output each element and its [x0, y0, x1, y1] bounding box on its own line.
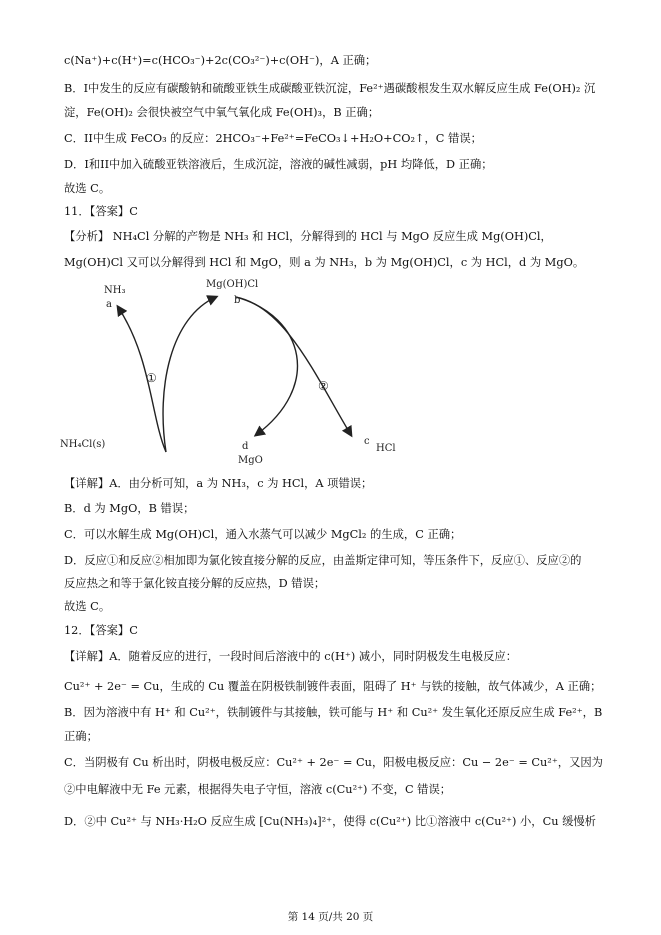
label-start: NH₄Cl(s)	[60, 439, 106, 450]
label-d-formula: MgO	[238, 455, 263, 466]
label-a-formula: NH₃	[104, 285, 126, 296]
text-line-8: 【分析】 NH₄Cl 分解的产物是 NH₃ 和 HCl，分解得到的 HCl 与 MgO 反应生成 Mg(OH)Cl，	[64, 230, 552, 243]
text-line-20: 正确；	[64, 730, 98, 743]
text-line-3: 淀，Fe(OH)₂ 会很快被空气中氧气氧化成 Fe(OH)₃，B 正确；	[64, 106, 380, 119]
arc-step1-to-b	[163, 297, 216, 452]
label-b-letter: b	[234, 295, 241, 306]
text-line-12: C．可以水解生成 Mg(OH)Cl，通入水蒸气可以减少 MgCl₂ 的生成，C 正确；	[64, 528, 462, 541]
text-line-10: 【详解】A．由分析可知，a 为 NH₃，c 为 HCl，A 项错误；	[64, 477, 373, 490]
label-d-letter: d	[242, 441, 249, 452]
arc-step2-to-c	[236, 297, 351, 435]
arc-step2-to-d	[236, 297, 297, 435]
text-line-17: 【详解】A．随着反应的进行，一段时间后溶液中的 c(H⁺) 减小，同时阴极发生电极反应：	[64, 650, 517, 663]
arc-step1-to-a	[118, 307, 166, 452]
text-line-19: B．因为溶液中有 H⁺ 和 Cu²⁺，铁制镀件与其接触，铁可能与 H⁺ 和 Cu²⁺ 发生氧化还原反应生成 Fe²⁺，B	[64, 706, 603, 719]
text-line-2: B．I中发生的反应有碳酸钠和硫酸亚铁生成碳酸亚铁沉淀，Fe²⁺遇碳酸根发生双水解反应生成 Fe(OH)₂ 沉	[64, 82, 596, 95]
text-line-4: C．II中生成 FeCO₃ 的反应：2HCO₃⁻+Fe²⁺=FeCO₃↓+H₂O+CO₂↑，C 错误；	[64, 132, 482, 145]
text-line-1: c(Na⁺)+c(H⁺)=c(HCO₃⁻)+2c(CO₃²⁻)+c(OH⁻)，A 正确；	[64, 54, 377, 67]
label-a-letter: a	[106, 299, 112, 310]
text-line-9: Mg(OH)Cl 又可以分解得到 HCl 和 MgO，则 a 为 NH₃，b 为 Mg(OH)Cl，c 为 HCl，d 为 MgO。	[64, 256, 585, 269]
text-line-6: 故选 C。	[64, 182, 111, 195]
label-step2: ②	[318, 379, 329, 393]
text-line-13: D．反应①和反应②相加即为氯化铵直接分解的反应，由盖斯定律可知，等压条件下，反应①、反应②的	[64, 554, 582, 567]
text-line-18: Cu²⁺ + 2e⁻ = Cu，生成的 Cu 覆盖在阴极铁制镀件表面，阻碍了 H⁺ 与铁的接触，故气体减少，A 正确；	[64, 680, 602, 693]
text-line-21: C．当阴极有 Cu 析出时，阴极电极反应：Cu²⁺ + 2e⁻ = Cu，阳极电极反应：Cu − 2e⁻ = Cu²⁺，又因为	[64, 756, 603, 769]
text-line-16: 12．【答案】C	[64, 624, 138, 637]
text-line-14: 反应热之和等于氯化铵直接分解的反应热，D 错误；	[64, 577, 326, 590]
text-line-23: D．②中 Cu²⁺ 与 NH₃·H₂O 反应生成 [Cu(NH₃)₄]²⁺，使得 c(Cu²⁺) 比①溶液中 c(Cu²⁺) 小，Cu 缓慢析	[64, 815, 596, 828]
text-line-11: B．d 为 MgO，B 错误；	[64, 502, 195, 515]
text-line-7: 11．【答案】C	[64, 205, 138, 218]
label-c-formula: HCl	[376, 443, 396, 454]
text-line-5: D．I和II中加入硫酸亚铁溶液后，生成沉淀，溶液的碱性减弱，pH 均降低，D 正确；	[64, 158, 493, 171]
label-c-letter: c	[364, 436, 370, 447]
text-line-15: 故选 C。	[64, 600, 111, 613]
reaction-cycle-diagram	[56, 277, 406, 467]
page-footer: 第 14 页/共 20 页	[287, 911, 374, 923]
label-step1: ①	[146, 371, 157, 385]
label-b-formula: Mg(OH)Cl	[206, 279, 259, 290]
text-line-22: ②中电解液中无 Fe 元素，根据得失电子守恒，溶液 c(Cu²⁺) 不变，C 错误；	[64, 783, 452, 796]
